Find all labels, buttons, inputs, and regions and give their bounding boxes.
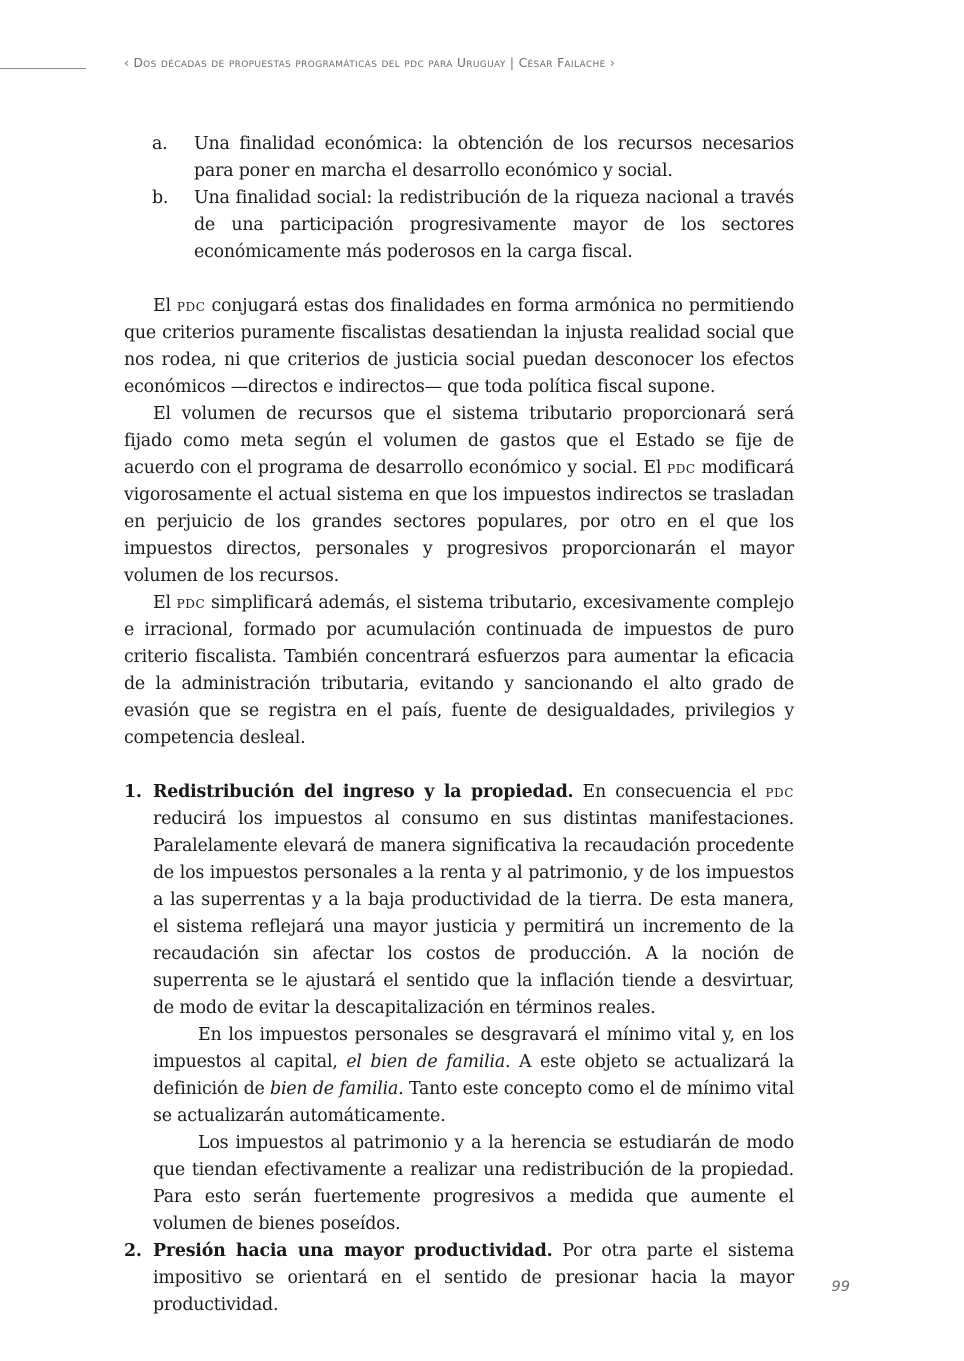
numbered-item-1 — [124, 779, 794, 1238]
text-run: En los impuestos personales se desgravará el mínimo vital y, en los impuestos al capital, — [153, 1025, 794, 1072]
item-subparagraph-1 — [153, 1022, 794, 1130]
running-head: ‹ Dos décadas de propuestas programáticas del pdc para Uruguay | César Failache › — [124, 56, 616, 70]
main-text — [124, 131, 794, 1319]
text-run: reducirá los impuestos al consumo en sus distintas manifestaciones. Paralelamente elevará de manera significativa la recaudación procedente de los impuestos personales a la renta y al patrimonio, y de los impuestos a las superrentas y a la baja productividad de la tierra. De esta manera, el sistema reflejará una mayor justicia y permitirá un incremento de la recaudación sin afectar los costos de producción. A la noción de superrenta se le ajustará el sentido que la inflación tiende a desvirtuar, de modo de evitar la descapitalización en términos reales. — [153, 809, 794, 1018]
text-run: simplificará además, el sistema tributario, excesivamente complejo e irracional, formado por acumulación continuada de impuestos de puro criterio fiscalista. También concentrará esfuerzos para aumentar la eficacia de la administración tributaria, evitando y sancionando el alto grado de evasión que se registra en el país, fuente de desigualdades, privilegios y competencia desleal. — [124, 593, 794, 748]
abbreviation: pdc — [176, 296, 206, 316]
item-number: 2. — [124, 1241, 142, 1261]
paragraph-2 — [124, 401, 794, 590]
abbreviation: pdc — [667, 458, 696, 478]
text-run: . Tanto este concepto como el de mínimo vital se actualizarán automáticamente. — [153, 1079, 794, 1126]
spacer — [124, 266, 794, 293]
list-marker: b. — [152, 188, 169, 208]
text-run: conjugará estas dos finalidades en forma armónica no permitiendo que criterios puramente fiscalistas desatiendan la injusta realidad social que nos rodea, ni que criterios de justicia social puedan desconocer los efectos económicos —directos e indirectos— que toda política fiscal supone. — [124, 296, 794, 397]
text-run: El volumen de recursos que el sistema tributario proporcionará será fijado como meta según el volumen de gastos que el Estado se fije de acuerdo con el programa de desarrollo económico y social. El — [124, 404, 794, 478]
list-item-text: Una finalidad económica: la obtención de los recursos necesarios para poner en marcha el desarrollo económico y social. — [194, 134, 794, 181]
list-item-text: Una finalidad social: la redistribución de la riqueza nacional a través de una participación progresivamente mayor de los sectores económicamente más poderosos en la carga fiscal. — [194, 188, 794, 262]
paragraph-3 — [124, 590, 794, 752]
text-run: El — [153, 593, 177, 613]
text-run: . A este objeto se actualizará la definición de — [153, 1052, 794, 1099]
abbreviation: pdc — [765, 782, 794, 802]
item-content — [153, 779, 794, 1238]
item-subparagraph-2: Los impuestos al patrimonio y a la herencia se estudiarán de modo que tiendan efectivamente a realizar una redistribución de la propiedad. Para esto serán fuertemente progresivos a medida que aumente el volumen de bienes poseídos. — [153, 1133, 794, 1234]
numbered-item-2 — [124, 1238, 794, 1319]
paragraph-1 — [124, 293, 794, 401]
text-run: Por otra parte el sistema impositivo se orientará en el sentido de presionar hacia la mayor productividad. — [153, 1241, 795, 1315]
item-paragraph — [153, 779, 794, 1022]
page-number: 99 — [831, 1279, 850, 1295]
item-number: 1. — [124, 782, 142, 802]
list-marker: a. — [152, 134, 168, 154]
item-heading: Redistribución del ingreso y la propiedad. — [153, 782, 574, 802]
abbreviation: pdc — [176, 593, 206, 613]
list-item-a — [124, 131, 794, 185]
spacer — [124, 752, 794, 779]
item-heading: Presión hacia una mayor productividad. — [153, 1241, 553, 1261]
item-content — [153, 1238, 794, 1319]
item-paragraph — [153, 1238, 794, 1319]
list-item-b — [124, 185, 794, 266]
text-run: modificará vigorosamente el actual sistema en que los impuestos indirectos se trasladan en perjuicio de los grandes sectores populares, por otro en el que los impuestos directos, personales y progresivos proporcionarán el mayor volumen de los recursos. — [124, 458, 794, 586]
header-rule — [0, 68, 86, 69]
emphasis: bien de familia — [270, 1079, 399, 1099]
emphasis: el bien de familia — [346, 1052, 506, 1072]
text-run: En consecuencia el — [573, 782, 766, 802]
text-run: El — [153, 296, 177, 316]
